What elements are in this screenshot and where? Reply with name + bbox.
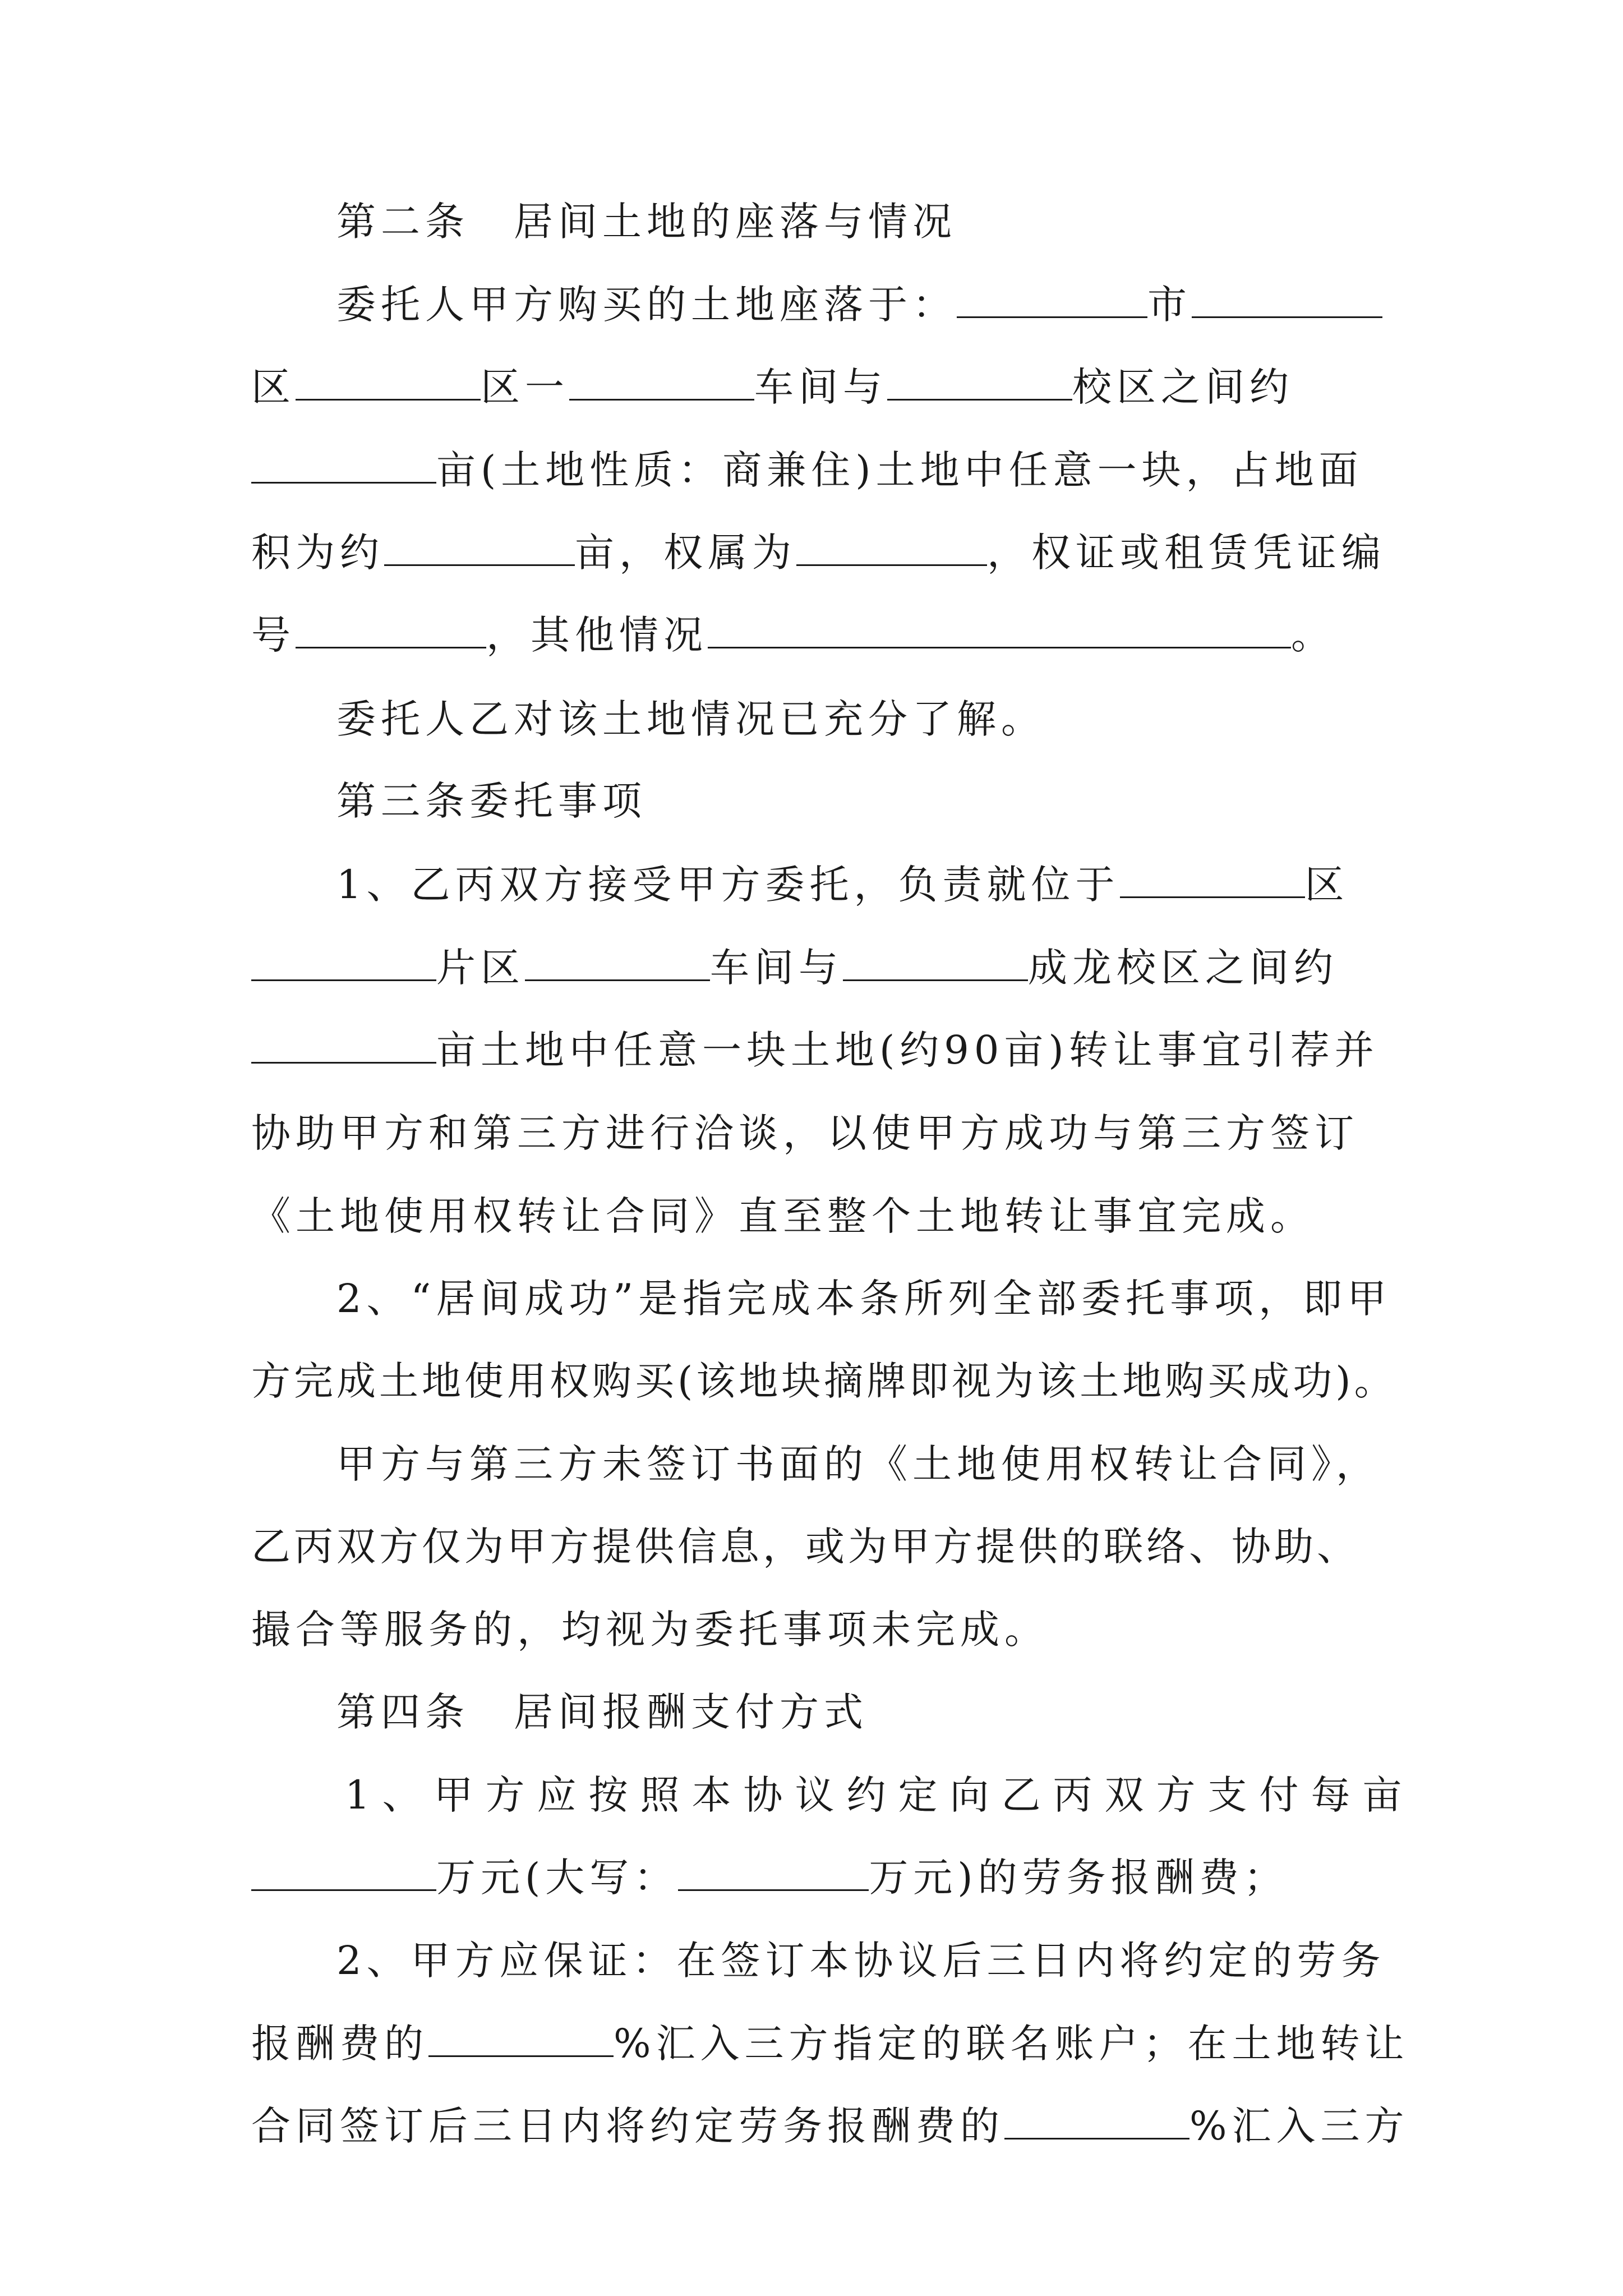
text-segment: 区 bbox=[251, 364, 296, 410]
paragraph-line bbox=[251, 2098, 1409, 2154]
paragraph-line: 2、“居间成功”是指完成本条所列全部委托事项，即甲 bbox=[336, 1276, 1392, 1322]
paragraph-line bbox=[251, 940, 1338, 996]
article-4-heading: 第四条 居间报酬支付方式 bbox=[336, 1689, 868, 1735]
paragraph-line bbox=[336, 277, 1382, 333]
text-segment: 。 bbox=[1291, 612, 1335, 658]
fill-in-blank[interactable] bbox=[678, 1855, 869, 1891]
text-segment: 合同签订后三日内将约定劳务报酬费的 bbox=[251, 2103, 1004, 2149]
fill-in-blank[interactable] bbox=[887, 364, 1072, 401]
paragraph-line: 乙丙双方仅为甲方提供信息，或为甲方提供的联络、协助、 bbox=[251, 1524, 1359, 1570]
fill-in-blank[interactable] bbox=[251, 1027, 436, 1064]
fill-in-blank[interactable] bbox=[251, 447, 436, 484]
fill-in-blank[interactable] bbox=[428, 2021, 614, 2057]
paragraph-line bbox=[336, 857, 1349, 913]
text-segment: 积为约 bbox=[251, 530, 384, 576]
paragraph-line bbox=[251, 442, 1363, 498]
paragraph-line: 《土地使用权转让合同》直至整个土地转让事宜完成。 bbox=[251, 1193, 1315, 1239]
fill-in-blank[interactable] bbox=[708, 612, 1291, 648]
fill-in-blank[interactable] bbox=[1120, 862, 1305, 898]
text-segment: 亩，权属为 bbox=[575, 530, 796, 576]
text-segment: 车间与 bbox=[754, 364, 887, 410]
fill-in-blank[interactable] bbox=[1192, 282, 1382, 318]
fill-in-blank[interactable] bbox=[843, 945, 1028, 981]
fill-in-blank[interactable] bbox=[957, 282, 1147, 318]
paragraph-line: 2、甲方应保证：在签订本协议后三日内将约定的劳务 bbox=[336, 1938, 1386, 1984]
text-segment: 校区之间约 bbox=[1072, 364, 1294, 410]
text-segment: %汇入三方指定的联名账户；在土地转让 bbox=[614, 2021, 1409, 2067]
paragraph-line: 1、甲方应按照本协议约定向乙丙双方支付每亩 bbox=[345, 1772, 1414, 1818]
fill-in-blank[interactable] bbox=[569, 364, 754, 401]
text-segment: 亩土地中任意一块土地(约90亩)转让事宜引荐并 bbox=[436, 1027, 1379, 1073]
fill-in-blank[interactable] bbox=[296, 364, 481, 401]
fill-in-blank[interactable] bbox=[525, 945, 710, 981]
paragraph-line: 方完成土地使用权购买(该地块摘牌即视为该土地购买成功)。 bbox=[251, 1358, 1397, 1404]
text-segment: 万元)的劳务报酬费； bbox=[869, 1855, 1288, 1901]
fill-in-blank[interactable] bbox=[296, 612, 486, 648]
paragraph-line: 协助甲方和第三方进行洽谈，以使甲方成功与第三方签订 bbox=[251, 1110, 1359, 1156]
text-segment: 区一 bbox=[481, 364, 569, 410]
text-segment: 成龙校区之间约 bbox=[1028, 945, 1338, 991]
article-2-heading: 第二条 居间土地的座落与情况 bbox=[336, 199, 957, 245]
paragraph-line bbox=[251, 524, 1386, 581]
paragraph-line: 甲方与第三方未签订书面的《土地使用权转让合同》， bbox=[336, 1441, 1380, 1487]
text-segment: 万元(大写： bbox=[436, 1855, 679, 1901]
text-segment: 片区 bbox=[436, 945, 525, 991]
paragraph-line bbox=[251, 1849, 1288, 1906]
fill-in-blank[interactable] bbox=[251, 945, 436, 981]
fill-in-blank[interactable] bbox=[384, 530, 575, 566]
paragraph-line: 委托人乙对该土地情况已充分了解。 bbox=[336, 696, 1045, 742]
fill-in-blank[interactable] bbox=[1004, 2103, 1189, 2139]
text-segment: 区 bbox=[1304, 862, 1349, 908]
text-segment: ，其他情况 bbox=[486, 612, 708, 658]
paragraph-line bbox=[251, 359, 1294, 415]
text-segment: 市 bbox=[1147, 282, 1192, 328]
fill-in-blank[interactable] bbox=[796, 530, 987, 566]
text-segment: 车间与 bbox=[710, 945, 843, 991]
article-3-heading: 第三条委托事项 bbox=[336, 778, 647, 824]
paragraph-line: 撮合等服务的，均视为委托事项未完成。 bbox=[251, 1607, 1049, 1653]
text-segment: ，权证或租赁凭证编 bbox=[987, 530, 1386, 576]
paragraph-line bbox=[251, 607, 1335, 663]
paragraph-line bbox=[251, 2016, 1409, 2072]
text-segment: 报酬费的 bbox=[251, 2021, 428, 2067]
text-segment: 号 bbox=[251, 612, 296, 658]
text-segment: 1、乙丙双方接受甲方委托，负责就位于 bbox=[336, 862, 1120, 908]
fill-in-blank[interactable] bbox=[251, 1855, 436, 1891]
text-segment: 亩(土地性质：商兼住)土地中任意一块，占地面 bbox=[436, 447, 1363, 493]
text-segment: %汇入三方 bbox=[1189, 2103, 1409, 2149]
paragraph-line bbox=[251, 1022, 1379, 1078]
text-segment: 委托人甲方购买的土地座落于： bbox=[336, 282, 957, 328]
